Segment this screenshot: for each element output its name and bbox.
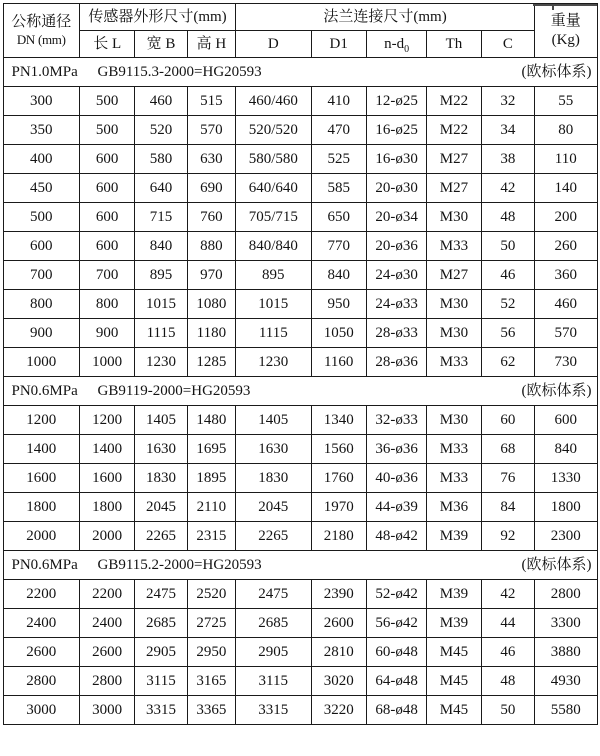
table-cell: 570: [187, 116, 235, 145]
table-cell: 48: [481, 667, 534, 696]
table-cell: 470: [311, 116, 366, 145]
table-cell: 1400: [3, 435, 80, 464]
table-cell: 1800: [80, 493, 135, 522]
header-nominal-diameter: [3, 4, 80, 58]
table-cell: 500: [80, 116, 135, 145]
table-cell: 16-ø30: [366, 145, 426, 174]
section-header-row: [3, 58, 597, 87]
table-cell: 1830: [135, 464, 187, 493]
table-cell: 55: [535, 87, 597, 116]
table-cell: 2905: [135, 638, 187, 667]
table-cell: 20-ø30: [366, 174, 426, 203]
table-cell: 34: [481, 116, 534, 145]
table-cell: 585: [311, 174, 366, 203]
table-cell: M33: [427, 464, 481, 493]
table-cell: 50: [481, 232, 534, 261]
table-cell: 1115: [135, 319, 187, 348]
table-cell: 840: [135, 232, 187, 261]
table-cell: 2950: [187, 638, 235, 667]
table-cell: 52-ø42: [366, 580, 426, 609]
table-cell: 950: [311, 290, 366, 319]
table-row: [3, 203, 597, 232]
table-cell: 36-ø36: [366, 435, 426, 464]
table-row: [3, 609, 597, 638]
table-row: [3, 638, 597, 667]
table-cell: M45: [427, 638, 481, 667]
header-col-height: 高 H: [187, 31, 235, 58]
table-cell: 300: [3, 87, 80, 116]
table-cell: 2475: [135, 580, 187, 609]
table-cell: 1760: [311, 464, 366, 493]
section-header-row: [3, 377, 597, 406]
table-cell: 3020: [311, 667, 366, 696]
table-cell: 2520: [187, 580, 235, 609]
table-cell: 3880: [535, 638, 597, 667]
header-sensor-dimensions-group: 传感器外形尺寸(mm): [80, 4, 236, 31]
table-cell: 690: [187, 174, 235, 203]
table-cell: 2475: [236, 580, 312, 609]
table-cell: 1405: [135, 406, 187, 435]
table-row: [3, 290, 597, 319]
table-cell: 600: [535, 406, 597, 435]
table-cell: 715: [135, 203, 187, 232]
table-cell: 2265: [236, 522, 312, 551]
table-cell: M22: [427, 87, 481, 116]
table-cell: 1480: [187, 406, 235, 435]
table-cell: 24-ø30: [366, 261, 426, 290]
pressure-rating: PN1.0MPa: [11, 63, 78, 80]
table-cell: 4930: [535, 667, 597, 696]
header-row-groups: [3, 4, 597, 31]
table-cell: 2600: [3, 638, 80, 667]
table-cell: 44-ø39: [366, 493, 426, 522]
header-col-c: C: [481, 31, 534, 58]
table-cell: 3000: [80, 696, 135, 725]
table-cell: 2725: [187, 609, 235, 638]
table-cell: M45: [427, 696, 481, 725]
table-cell: 3315: [135, 696, 187, 725]
table-row: [3, 667, 597, 696]
table-cell: 1560: [311, 435, 366, 464]
table-cell: M30: [427, 406, 481, 435]
table-cell: 1160: [311, 348, 366, 377]
table-cell: 42: [481, 174, 534, 203]
table-row: [3, 87, 597, 116]
table-cell: 840: [311, 261, 366, 290]
table-cell: 1695: [187, 435, 235, 464]
table-cell: M39: [427, 580, 481, 609]
table-cell: 1630: [135, 435, 187, 464]
table-cell: 16-ø25: [366, 116, 426, 145]
table-cell: 2600: [80, 638, 135, 667]
table-cell: 2000: [3, 522, 80, 551]
table-cell: 700: [80, 261, 135, 290]
header-col-d: D: [236, 31, 312, 58]
table-cell: 970: [187, 261, 235, 290]
header-row-columns: [3, 31, 597, 58]
table-cell: 520: [135, 116, 187, 145]
table-row: [3, 145, 597, 174]
table-cell: M36: [427, 493, 481, 522]
table-cell: 5580: [535, 696, 597, 725]
table-cell: 3315: [236, 696, 312, 725]
table-cell: 68: [481, 435, 534, 464]
table-header: [3, 4, 597, 58]
table-cell: 600: [80, 174, 135, 203]
table-cell: 840: [535, 435, 597, 464]
table-cell: 24-ø33: [366, 290, 426, 319]
table-row: [3, 116, 597, 145]
table-cell: 52: [481, 290, 534, 319]
table-cell: 1180: [187, 319, 235, 348]
table-cell: 3365: [187, 696, 235, 725]
table-row: [3, 464, 597, 493]
table-cell: 1015: [236, 290, 312, 319]
table-cell: 84: [481, 493, 534, 522]
table-cell: M39: [427, 522, 481, 551]
table-cell: 770: [311, 232, 366, 261]
table-cell: 1330: [535, 464, 597, 493]
table-cell: 56: [481, 319, 534, 348]
table-cell: 46: [481, 261, 534, 290]
table-cell: 895: [135, 261, 187, 290]
table-cell: 80: [535, 116, 597, 145]
table-cell: 3115: [135, 667, 187, 696]
table-cell: 2810: [311, 638, 366, 667]
table-cell: 900: [80, 319, 135, 348]
spec-table: [3, 3, 598, 725]
standard-system: (欧标体系): [521, 556, 592, 573]
table-cell: 360: [535, 261, 597, 290]
table-cell: 880: [187, 232, 235, 261]
table-cell: 500: [3, 203, 80, 232]
standard-code: GB9115.3-2000=HG20593: [97, 63, 262, 80]
table-cell: 2905: [236, 638, 312, 667]
table-cell: 700: [3, 261, 80, 290]
table-cell: 1970: [311, 493, 366, 522]
table-cell: 570: [535, 319, 597, 348]
table-cell: 1080: [187, 290, 235, 319]
header-col-nd0-main: n-d: [384, 35, 405, 52]
header-weight: [535, 4, 597, 58]
table-cell: 400: [3, 145, 80, 174]
table-cell: 28-ø33: [366, 319, 426, 348]
table-cell: 900: [3, 319, 80, 348]
table-cell: M30: [427, 319, 481, 348]
table-cell: 32: [481, 87, 534, 116]
table-cell: M39: [427, 609, 481, 638]
table-cell: 705/715: [236, 203, 312, 232]
section-header-row: [3, 551, 597, 580]
table-cell: 640/640: [236, 174, 312, 203]
table-cell: 500: [80, 87, 135, 116]
table-cell: M27: [427, 261, 481, 290]
header-col-th: Th: [427, 31, 481, 58]
table-cell: 2400: [3, 609, 80, 638]
table-cell: 3000: [3, 696, 80, 725]
table-cell: 20-ø34: [366, 203, 426, 232]
header-col-d1: D1: [311, 31, 366, 58]
table-cell: 600: [80, 232, 135, 261]
pressure-rating: PN0.6MPa: [11, 556, 78, 573]
table-row: [3, 493, 597, 522]
table-cell: 20-ø36: [366, 232, 426, 261]
table-cell: 12-ø25: [366, 87, 426, 116]
table-cell: 44: [481, 609, 534, 638]
table-cell: 1340: [311, 406, 366, 435]
header-dn-unit-label: DN (mm): [16, 31, 66, 47]
table-cell: 140: [535, 174, 597, 203]
table-cell: 460: [135, 87, 187, 116]
table-cell: M30: [427, 203, 481, 232]
pressure-rating: PN0.6MPa: [11, 382, 78, 399]
scan-artifact-line: [533, 4, 597, 6]
table-cell: 520/520: [236, 116, 312, 145]
table-cell: 32-ø33: [366, 406, 426, 435]
table-row: [3, 406, 597, 435]
table-cell: 2045: [135, 493, 187, 522]
table-cell: 2200: [3, 580, 80, 609]
table-cell: 730: [535, 348, 597, 377]
table-cell: 2685: [135, 609, 187, 638]
table-cell: 1600: [3, 464, 80, 493]
standard-code: GB9119-2000=HG20593: [97, 382, 251, 399]
header-nominal-diameter-label: 公称通径: [11, 14, 72, 30]
table-cell: 1400: [80, 435, 135, 464]
table-cell: M30: [427, 290, 481, 319]
table-cell: 110: [535, 145, 597, 174]
table-cell: 2800: [3, 667, 80, 696]
table-cell: 64-ø48: [366, 667, 426, 696]
header-col-width: 宽 B: [135, 31, 187, 58]
table-cell: 460/460: [236, 87, 312, 116]
header-col-length: 长 L: [80, 31, 135, 58]
table-cell: 350: [3, 116, 80, 145]
standard-system: (欧标体系): [521, 63, 592, 80]
table-row: [3, 696, 597, 725]
table-cell: 48: [481, 203, 534, 232]
table-cell: M27: [427, 145, 481, 174]
table-cell: 3165: [187, 667, 235, 696]
table-cell: 260: [535, 232, 597, 261]
table-cell: 640: [135, 174, 187, 203]
table-cell: 1230: [135, 348, 187, 377]
header-flange-connection-group: 法兰连接尺寸(mm): [236, 4, 535, 31]
table-cell: 76: [481, 464, 534, 493]
table-row: [3, 261, 597, 290]
table-cell: 1630: [236, 435, 312, 464]
table-cell: 525: [311, 145, 366, 174]
table-cell: 42: [481, 580, 534, 609]
table-cell: 2600: [311, 609, 366, 638]
standard-system: (欧标体系): [521, 382, 592, 399]
table-row: [3, 232, 597, 261]
table-cell: 1230: [236, 348, 312, 377]
table-cell: 2390: [311, 580, 366, 609]
table-cell: 2110: [187, 493, 235, 522]
table-cell: 1285: [187, 348, 235, 377]
header-col-nd0-sub: 0: [404, 43, 410, 55]
table-cell: 2685: [236, 609, 312, 638]
table-cell: 2315: [187, 522, 235, 551]
table-cell: 60: [481, 406, 534, 435]
table-cell: M33: [427, 232, 481, 261]
table-cell: M45: [427, 667, 481, 696]
standard-code: GB9115.2-2000=HG20593: [97, 556, 262, 573]
table-row: [3, 435, 597, 464]
table-cell: 2800: [80, 667, 135, 696]
table-cell: 800: [3, 290, 80, 319]
table-cell: 3300: [535, 609, 597, 638]
header-col-nd0: [366, 31, 426, 58]
table-cell: 895: [236, 261, 312, 290]
table-cell: 760: [187, 203, 235, 232]
table-cell: 1000: [3, 348, 80, 377]
table-cell: 40-ø36: [366, 464, 426, 493]
table-cell: 2300: [535, 522, 597, 551]
table-cell: 1600: [80, 464, 135, 493]
table-cell: 2045: [236, 493, 312, 522]
table-cell: 38: [481, 145, 534, 174]
table-cell: 56-ø42: [366, 609, 426, 638]
table-cell: 650: [311, 203, 366, 232]
table-cell: 1895: [187, 464, 235, 493]
table-row: [3, 522, 597, 551]
table-cell: 28-ø36: [366, 348, 426, 377]
table-cell: 50: [481, 696, 534, 725]
table-cell: 46: [481, 638, 534, 667]
table-cell: 1000: [80, 348, 135, 377]
table-body: [3, 58, 597, 725]
table-cell: 3220: [311, 696, 366, 725]
table-cell: M27: [427, 174, 481, 203]
table-cell: 2200: [80, 580, 135, 609]
header-weight-label: 重量: [550, 12, 581, 29]
table-cell: 2180: [311, 522, 366, 551]
table-cell: 630: [187, 145, 235, 174]
table-cell: 200: [535, 203, 597, 232]
table-cell: M33: [427, 435, 481, 464]
table-cell: 600: [3, 232, 80, 261]
table-cell: 60-ø48: [366, 638, 426, 667]
table-cell: 410: [311, 87, 366, 116]
table-cell: 2265: [135, 522, 187, 551]
table-cell: 1200: [3, 406, 80, 435]
table-cell: M22: [427, 116, 481, 145]
table-cell: 600: [80, 203, 135, 232]
table-cell: 1405: [236, 406, 312, 435]
table-cell: M33: [427, 348, 481, 377]
table-cell: 800: [80, 290, 135, 319]
table-cell: 68-ø48: [366, 696, 426, 725]
table-row: [3, 348, 597, 377]
table-cell: 3115: [236, 667, 312, 696]
table-cell: 1200: [80, 406, 135, 435]
table-row: [3, 319, 597, 348]
table-cell: 48-ø42: [366, 522, 426, 551]
table-row: [3, 174, 597, 203]
table-cell: 1015: [135, 290, 187, 319]
table-cell: 580/580: [236, 145, 312, 174]
table-cell: 580: [135, 145, 187, 174]
table-cell: 92: [481, 522, 534, 551]
scan-artifact-tick: [552, 4, 554, 10]
header-weight-unit-label: (Kg): [551, 31, 580, 48]
table-row: [3, 580, 597, 609]
table-cell: 2400: [80, 609, 135, 638]
table-cell: 2800: [535, 580, 597, 609]
table-cell: 600: [80, 145, 135, 174]
table-cell: 450: [3, 174, 80, 203]
table-cell: 1115: [236, 319, 312, 348]
table-cell: 1830: [236, 464, 312, 493]
table-cell: 1050: [311, 319, 366, 348]
table-cell: 62: [481, 348, 534, 377]
table-cell: 2000: [80, 522, 135, 551]
table-cell: 460: [535, 290, 597, 319]
table-cell: 1800: [535, 493, 597, 522]
table-cell: 1800: [3, 493, 80, 522]
table-cell: 515: [187, 87, 235, 116]
table-cell: 840/840: [236, 232, 312, 261]
